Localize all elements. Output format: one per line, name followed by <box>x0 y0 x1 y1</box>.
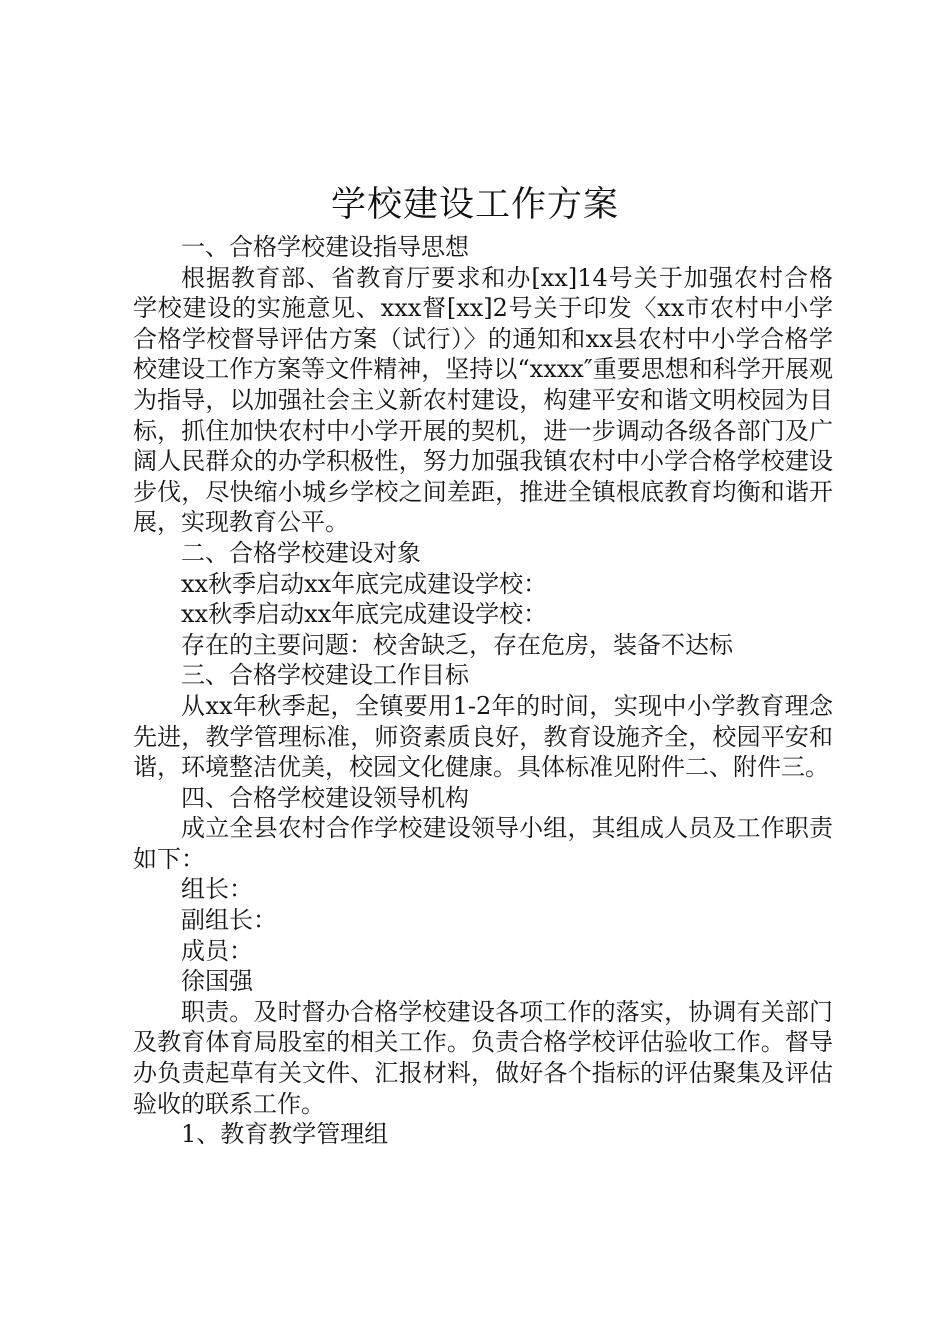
deputy-leader-line: 副组长： <box>181 906 277 935</box>
section-heading-4: 四、合格学校建设领导机构 <box>181 783 469 812</box>
construction-target-line-1: xx秋季启动xx年底完成建设学校： <box>181 569 548 598</box>
responsibilities-paragraph: 职责。及时督办合格学校建设各项工作的落实，协调有关部门及教育体育局股室的相关工作。负责合格学校评估验收工作。督导办负责起草有关文件、汇报材料，做好各个指标的评估聚集及评估验收的联系工作。 <box>133 997 833 1118</box>
section-heading-2: 二、合格学校建设对象 <box>181 538 421 567</box>
guiding-ideology-paragraph: 根据教育部、省教育厅要求和办[xx]14号关于加强农村合格学校建设的实施意见、xxx督[xx]2号关于印发〈xx市农村中小学合格学校督导评估方案（试行）〉的通知和xx县农村中小学合格学校建设工作方案等文件精神，坚持以“xxxx″重要思想和科学开展观为指导，以加强社会主义新农村建设，构建平安和谐文明校园为目标，抓住加快农村中小学开展的契机，进一步调动各级各部门及广阔人民群众的办学积极性，努力加强我镇农村中小学合格学校建设步伐，尽快缩小城乡学校之间差距，推进全镇根底教育均衡和谐开展，实现教育公平。 <box>133 263 833 537</box>
work-goal-paragraph: 从xx年秋季起，全镇要用1-2年的时间，实现中小学教育理念先进，教学管理标准，师资素质良好，教育设施齐全，校园平安和谐，环境整洁优美，校园文化健康。具体标准见附件二、附件三。 <box>133 691 833 782</box>
document-body <box>133 232 833 1150</box>
document-title: 学校建设工作方案 <box>330 185 619 225</box>
section-heading-1: 一、合格学校建设指导思想 <box>181 233 469 261</box>
construction-target-line-2: xx秋季启动xx年底完成建设学校： <box>181 600 548 629</box>
group-leader-line: 组长： <box>181 875 253 904</box>
main-problems-line: 存在的主要问题：校舍缺乏，存在危房，装备不达标 <box>181 630 733 659</box>
leading-group-paragraph: 成立全县农村合作学校建设领导小组，其组成人员及工作职责如下： <box>133 814 833 873</box>
subgroup-heading-1: 1、教育教学管理组 <box>181 1120 389 1149</box>
section-heading-3: 三、合格学校建设工作目标 <box>181 661 469 690</box>
members-line: 成员： <box>181 936 253 965</box>
member-name-line: 徐国强 <box>181 967 253 996</box>
